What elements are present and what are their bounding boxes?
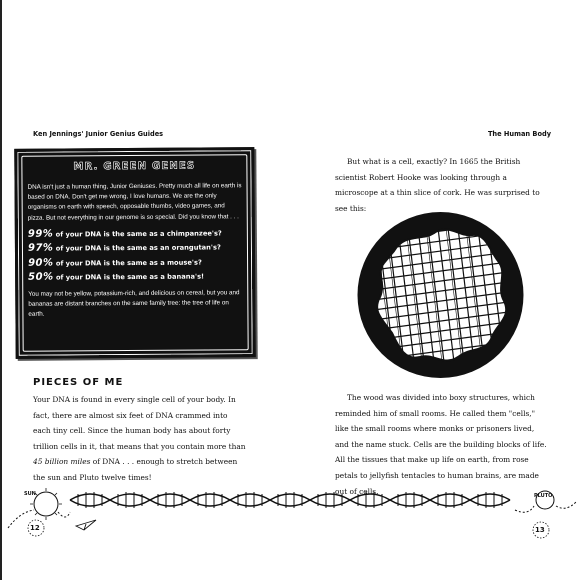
sidebar-box bbox=[14, 147, 255, 359]
right-body-paragraph: The wood was divided into boxy structures, which reminded him of small rooms. He called them "cells," like the small rooms where monks or prisoners lived, and the name stuck. Cells are the building blocks of life. All the tissues that make up life on earth, from rose petals to jellyfish tentacles to human brains, are made out of cells. bbox=[335, 393, 547, 496]
sidebar-facts bbox=[28, 226, 242, 285]
sidebar-intro: DNA isn't just a human thing, Junior Geniuses. Pretty much all life on earth is based on DNA. Don't get me wrong, I love humans. We are the only organisms on earth with speech, opposable thumbs, video games, and pizza. But not everything in our genome is so special. Did you know that . . . bbox=[27, 182, 242, 222]
fact-item: 97% of your DNA is the same as an orangutan's? bbox=[27, 242, 221, 255]
right-intro-paragraph: But what is a cell, exactly? In 1665 the British scientist Robert Hooke was looking through a microscope at a thin slice of cork. He was surprised to see this: bbox=[335, 157, 540, 213]
fact-item: 50% of your DNA is the same as a banana's! bbox=[28, 271, 205, 284]
cork-cells-illustration bbox=[356, 211, 525, 379]
fact-item: 90% of your DNA is the same as a mouse's? bbox=[28, 257, 202, 269]
sun-label: SUN bbox=[24, 491, 36, 497]
running-header-left: Ken Jennings' Junior Genius Guides bbox=[33, 130, 164, 138]
left-body-paragraph: Your DNA is found in every single cell of your body. In fact, there are almost six feet of DNA crammed into each tiny cell. Since the human body has about forty trillion cells in it, that means that you contain more than 45 billion miles of DNA . . . enough to stretch between the sun and Pluto twelve times! bbox=[33, 395, 246, 482]
running-header-right: The Human Body bbox=[487, 130, 551, 138]
sidebar-outro: You may not be yellow, potassium-rich, and delicious on cereal, but you and bananas are distant branches on the same family tree: the tree of life on earth. bbox=[28, 289, 240, 318]
fact-item: 99% of your DNA is the same as a chimpanzee's? bbox=[27, 228, 222, 240]
dna-strand-decoration bbox=[0, 482, 580, 542]
page-number-right: 13 bbox=[535, 526, 545, 534]
section-title: PIECES OF ME bbox=[33, 377, 124, 388]
page-number-left: 12 bbox=[30, 524, 40, 532]
sidebar-title: MR. GREEN GENES bbox=[73, 160, 196, 173]
pluto-label: PLUTO bbox=[534, 493, 553, 499]
